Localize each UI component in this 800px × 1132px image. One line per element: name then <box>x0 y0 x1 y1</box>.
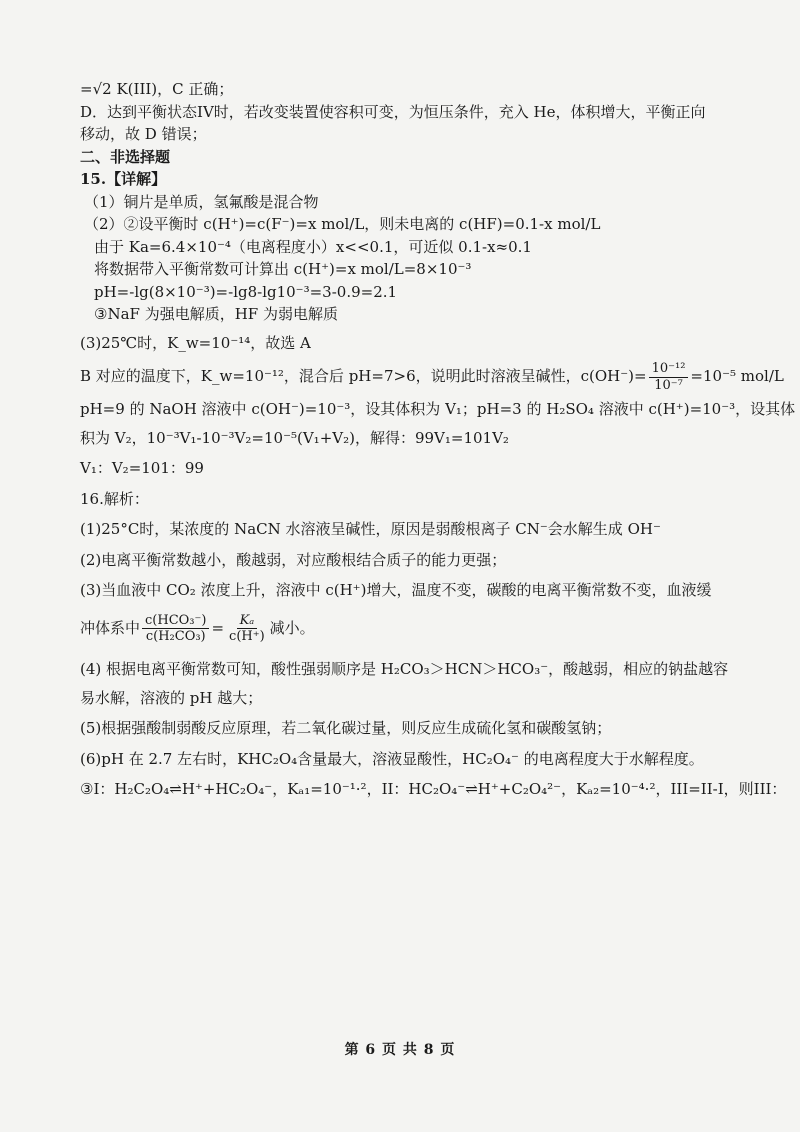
question-15-heading: 15.【详解】 <box>80 170 167 188</box>
fraction-oh: $\frac{\text{10⁻¹²}}{\text{10⁻⁷}}$ <box>649 362 689 392</box>
text-line-8: 由于 Ka=6.4×10⁻⁴（电离程度小）x<<0.1，可近似 0.1-x≈0.1 <box>94 237 532 256</box>
question-16-heading: 16.解析： <box>80 489 149 508</box>
text-line-14: pH=9 的 NaOH 溶液中 c(OH⁻)=10⁻³，设其体积为 V₁；pH=3 的 H₂SO₄ 溶液中 c(H⁺)=10⁻³，设其体 <box>80 400 796 419</box>
fraction-hco3: $\frac{\text{c(HCO₃⁻)}}{\text{c(H₂CO₃)}}$ <box>142 614 209 644</box>
text-line-9: 将数据带入平衡常数可计算出 c(H⁺)=x mol/L=8×10⁻³ <box>94 260 472 278</box>
text-line-22: (4) 根据电离平衡常数可知，酸性强弱顺序是 H₂CO₃＞HCN＞HCO₃⁻，酸越弱，相应的钠盐越容 <box>80 660 729 679</box>
text-line-23: 易水解，溶液的 pH 越大； <box>80 688 263 707</box>
text-line-20: (3)当血液中 CO₂ 浓度上升，溶液中 c(H⁺)增大，温度不变，碳酸的电离平衡常数不变，血液缓 <box>80 581 712 600</box>
text-line-15: 积为 V₂，10⁻³V₁-10⁻³V₂=10⁻⁵(V₁+V₂)，解得：99V₁=101V₂ <box>80 428 509 447</box>
text-line-7: （2）②设平衡时 c(H⁺)=c(F⁻)=x mol/L，则未电离的 c(HF)=0.1-x mol/L <box>84 215 601 233</box>
text-line-25: (6)pH 在 2.7 左右时，KHC₂O₄含量最大，溶液显酸性，HC₂O₄⁻ 的电离程度大于水解程度。 <box>80 749 704 768</box>
text-line-18: (1)25°C时，某浓度的 NaCN 水溶液呈碱性，原因是弱酸根离子 CN⁻会水解生成 OH⁻ <box>80 520 661 539</box>
text-line-6: （1）铜片是单质，氢氟酸是混合物 <box>84 192 319 211</box>
text-line-11: ③NaF 为强电解质，HF 为弱电解质 <box>94 305 338 323</box>
text-line-1: =√2 K(III)，C 正确； <box>80 80 234 98</box>
text-line-19: (2)电离平衡常数越小，酸越弱，对应酸根结合质子的能力更强； <box>80 550 507 569</box>
section-heading: 二、非选择题 <box>80 147 171 166</box>
text-line-24: (5)根据强酸制弱酸反应原理，若二氧化碳过量，则反应生成硫化氢和碳酸氢钠； <box>80 719 612 738</box>
text-line-21: 冲体系中 $\frac{\text{c(HCO₃⁻)}}{\text{c(H₂CO₃)}}$ = $\frac{\text{Kₐ}}{c(H^+)}$ 减小。 <box>80 612 315 645</box>
fraction-ka: $\frac{\text{Kₐ}}{c(H^+)}$ <box>229 612 265 645</box>
text-line-26: ③I：H₂C₂O₄⇌H⁺+HC₂O₄⁻，Kₐ₁=10⁻¹·²，II：HC₂O₄⁻⇌H⁺+C₂O₄²⁻，Kₐ₂=10⁻⁴·²，III=II-I，则III： <box>80 780 787 799</box>
page-footer: 第 6 页 共 8 页 <box>344 1042 456 1058</box>
text-line-10: pH=-lg(8×10⁻³)=-lg8-lg10⁻³=3-0.9=2.1 <box>94 282 398 301</box>
text-line-2: D．达到平衡状态IV时，若改变装置使容积可变，为恒压条件，充入 He，体积增大，平衡正向 <box>80 102 706 121</box>
text-line-16: V₁：V₂=101：99 <box>80 459 204 478</box>
text-line-12: (3)25℃时，K_w=10⁻¹⁴，故选 A <box>80 333 311 352</box>
text-line-13: B 对应的温度下，K_w=10⁻¹²，混合后 pH=7>6，说明此时溶液呈碱性，c(OH⁻)= $\frac{\text{10⁻¹²}}{\text{10⁻⁷}}$ =10⁻⁵ mol/L <box>80 361 784 393</box>
text-line-3: 移动，故 D 错误； <box>80 125 207 143</box>
sqrt-two: √2 <box>92 80 112 98</box>
